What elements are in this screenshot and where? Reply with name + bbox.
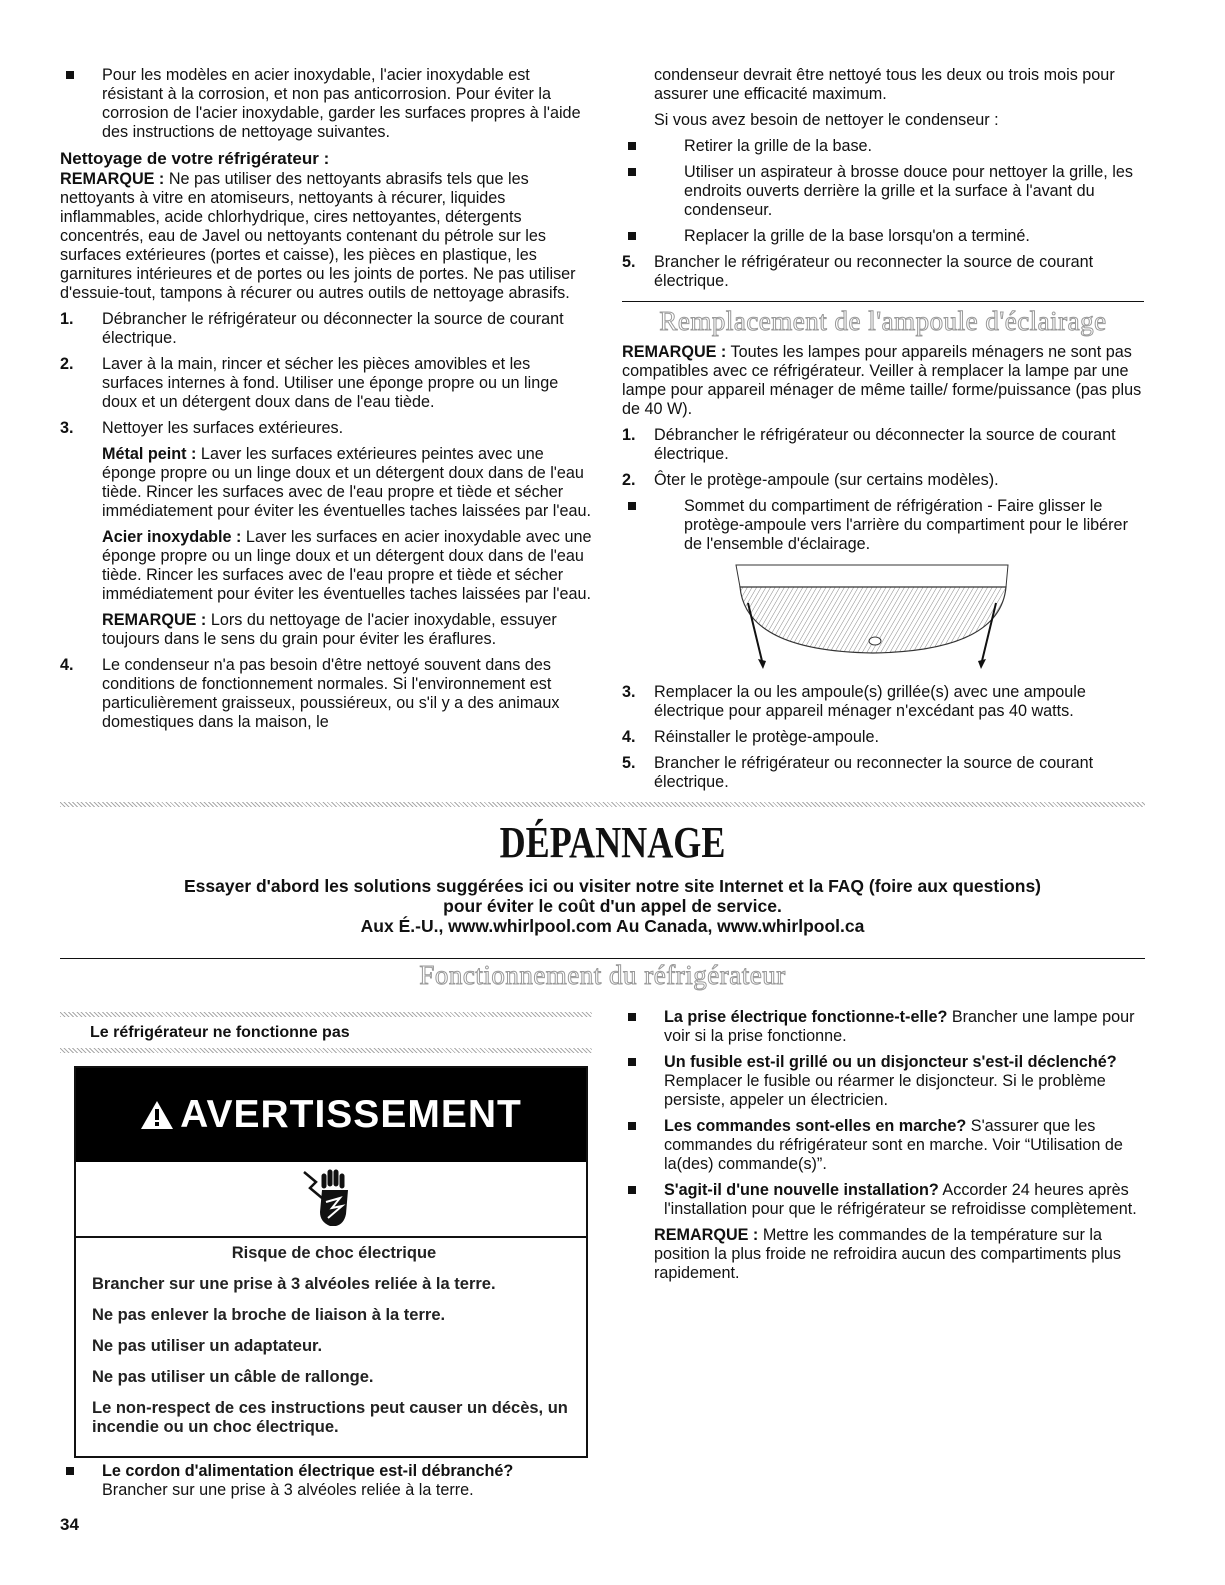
step-2: 2. Laver à la main, rincer et sécher les pièces amovibles et les surfaces internes à fond. Utiliser une éponge propre ou un linge doux et un détergent doux dans de l'eau tiède.	[60, 355, 559, 411]
section-rule	[60, 958, 1145, 959]
bulb-step-2-bullet: Sommet du compartiment de réfrigération - Faire glisser le protège-ampoule vers l'arrière du compartiment pour le libérer de l'ensemble d'éclairage.	[622, 497, 1144, 554]
outlet-item: La prise électrique fonctionne-t-elle? Brancher une lampe pour voir si la prise fonctionne.	[622, 1008, 1144, 1046]
installation-item: S'agit-il d'une nouvelle installation? Accorder 24 heures après l'installation pour que le réfrigérateur se refroidisse complètement.	[622, 1181, 1144, 1219]
troubleshooting-tagline: Essayer d'abord les solutions suggérées ici ou visiter notre site Internet et la FAQ (foire aux questions) pour éviter le coût d'un appel de service. Aux É.-U., www.whirlpool.com Au Canada, www.whirlpool.ca	[183, 876, 1042, 936]
light-shield-drawing	[730, 561, 1015, 671]
bulb-step-3: 3. Remplacer la ou les ampoule(s) grillée(s) avec une ampoule électrique pour appareil ménager n'excédant pas 40 watts.	[622, 683, 1086, 720]
step-5: 5. Brancher le réfrigérateur ou reconnecter la source de courant électrique.	[622, 253, 1094, 290]
not-running-subhead: Le réfrigérateur ne fonctionne pas	[60, 1012, 592, 1053]
left-column	[60, 66, 592, 739]
fuse-item: Un fusible est-il grillé ou un disjoncteur s'est-il déclenché? Remplacer le fusible ou réarmer le disjoncteur. Si le problème persiste, appeler un électricien.	[622, 1053, 1144, 1110]
warning-box	[74, 1066, 588, 1458]
warning-text: Risque de choc électrique Brancher sur une prise à 3 alvéoles reliée à la terre. Ne pas enlever la broche de liaison à la terre. Ne pas utiliser un adaptateur. Ne pas utiliser un câble de rallonge. Le non-respect de ces instructions peut causer un décès, un incendie ou un choc électrique.	[92, 1244, 568, 1436]
troubleshoot-right-column	[622, 1008, 1144, 1290]
bulb-note: REMARQUE : Toutes les lampes pour appareils ménagers ne sont pas compatibles avec ce réfrigérateur. Veiller à remplacer la lampe par une lampe pour appareil ménager de même taille/ forme/puissance (pas plus de 40 W).	[622, 343, 1142, 418]
grain-note: REMARQUE : Lors du nettoyage de l'acier inoxydable, essuyer toujours dans le sens du grain pour éviter les éraflures.	[102, 611, 557, 648]
hatch-divider	[60, 802, 1145, 807]
troubleshooting-title: DÉPANNAGE	[499, 818, 726, 867]
divider	[622, 301, 1144, 302]
painted-metal-note: Métal peint : Laver les surfaces extérieures peintes avec une éponge propre ou un linge doux et un détergent doux dans de l'eau tiède. Rincer les surfaces avec de l'eau propre et tiède et sécher immédiatement pour éviter les éventuelles taches laissées par l'eau.	[102, 445, 591, 520]
step-3: 3. Nettoyer les surfaces extérieures.	[60, 419, 344, 437]
step-4: 4. Le condenseur n'a pas besoin d'être nettoyé souvent dans des conditions de fonctionnement normales. Si l'environnement est particulièrement graisseux, poussiéreux, ou s'il y a des animaux domestiques dans la maison, le	[60, 656, 560, 731]
condenser-intro: Si vous avez besoin de nettoyer le condenseur :	[654, 111, 999, 129]
page-number: 34	[60, 1515, 79, 1534]
power-cord-item: Le cordon d'alimentation électrique est-il débranché? Brancher sur une prise à 3 alvéoles reliée à la terre.	[60, 1462, 592, 1507]
shock-hazard-icon	[296, 1168, 366, 1239]
condenser-bullet-2: Utiliser un aspirateur à brosse douce pour nettoyer la grille, les endroits ouverts derrière la grille et la surface à l'avant du condenseur.	[622, 163, 1144, 220]
stainless-bullet: Pour les modèles en acier inoxydable, l'acier inoxydable est résistant à la corrosion, et non pas anticorrosion. Pour éviter la corrosion de l'acier inoxydable, garder les surfaces propres à l'aide des instructions de nettoyage suivantes.	[60, 66, 592, 142]
temperature-note: REMARQUE : Mettre les commandes de la température sur la position la plus froide ne refroidira aucun des compartiments plus rapidement.	[654, 1226, 1121, 1282]
condenser-bullet-3: Replacer la grille de la base lorsqu'on a terminé.	[622, 227, 1144, 246]
controls-item: Les commandes sont-elles en marche? S'assurer que les commandes du réfrigérateur sont en marche. Voir “Utilisation de la(des) commande(s)”.	[622, 1117, 1144, 1174]
condenser-bullet-1: Retirer la grille de la base.	[622, 137, 1144, 156]
cleaning-note: REMARQUE : Ne pas utiliser des nettoyants abrasifs tels que les nettoyants à vitre en atomiseurs, nettoyants à récurer, liquides inflammables, acide chlorhydrique, cires nettoyantes, détergents concentrés, eau de Javel ou nettoyants contenant du pétrole sur les surfaces extérieures (portes et caisse), les pièces en plastique, les garnitures intérieures et de portes ou les joints de portes. Ne pas utiliser d'essuie-tout, tampons à récurer ou autres outils de nettoyage abrasifs.	[60, 170, 576, 302]
bulb-step-2: 2. Ôter le protège-ampoule (sur certains modèles).	[622, 471, 999, 489]
operation-section-title: Fonctionnement du réfrigérateur	[419, 960, 786, 990]
bulb-step-4: 4. Réinstaller le protège-ampoule.	[622, 728, 879, 746]
condenser-continued: condenseur devrait être nettoyé tous les deux ou trois mois pour assurer une efficacité maximum.	[654, 66, 1115, 103]
bulb-step-1: 1. Débrancher le réfrigérateur ou déconnecter la source de courant électrique.	[622, 426, 1116, 463]
bulb-step-5: 5. Brancher le réfrigérateur ou reconnecter la source de courant électrique.	[622, 754, 1094, 791]
light-shield-illustration	[730, 561, 1015, 671]
right-column	[622, 66, 1144, 799]
warning-triangle-icon	[140, 1100, 174, 1130]
cleaning-heading: Nettoyage de votre réfrigérateur :	[60, 149, 330, 168]
stainless-note: Acier inoxydable : Laver les surfaces en acier inoxydable avec une éponge propre ou un linge doux et un détergent doux dans de l'eau tiède. Rincer les surfaces avec de l'eau propre et tiède et sécher immédiatement pour éviter les éventuelles taches laissées par l'eau.	[102, 528, 592, 603]
bulb-section-title: Remplacement de l'ampoule d'éclairage	[659, 306, 1107, 336]
step-1: 1. Débrancher le réfrigérateur ou déconnecter la source de courant électrique.	[60, 310, 564, 347]
warning-header: AVERTISSEMENT	[76, 1068, 586, 1162]
